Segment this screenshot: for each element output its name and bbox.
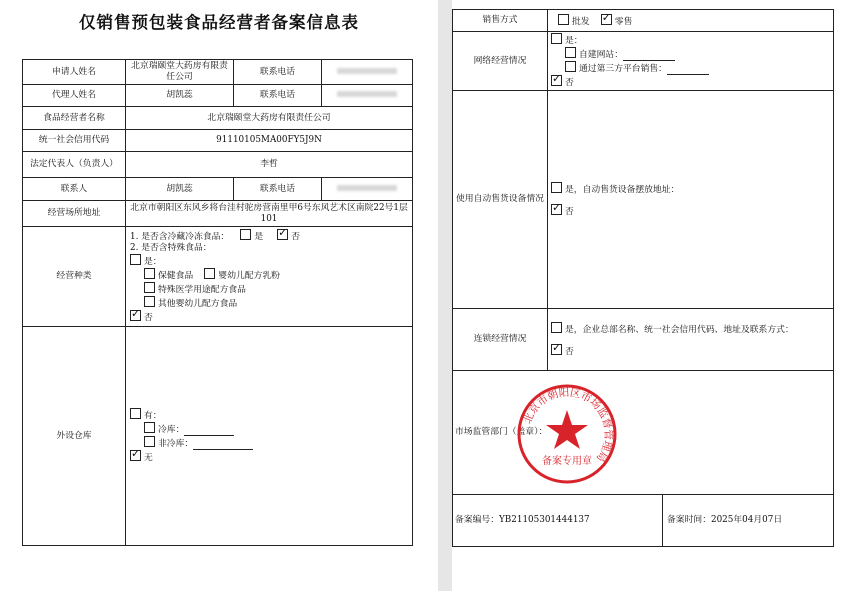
contact-value: 胡凯蕊	[126, 178, 234, 201]
agent-label: 代理人姓名	[23, 85, 126, 107]
vending-yes-checkbox[interactable]	[551, 182, 562, 193]
applicant-value: 北京瑞颐堂大药房有限责任公司	[126, 60, 234, 85]
address-label: 经营场所地址	[23, 201, 126, 227]
warehouse-no-checkbox[interactable]	[130, 450, 141, 461]
online-no-checkbox[interactable]	[551, 75, 562, 86]
online-yes-label: 是：	[565, 36, 583, 46]
vending-yes-label: 是，自动售货设备摆放地址：	[565, 184, 680, 195]
phone-redacted	[337, 68, 397, 74]
special-yes-label: 是：	[144, 257, 162, 267]
sales-row	[453, 10, 834, 32]
online-label: 网络经营情况	[453, 32, 548, 91]
medical-food-label: 特殊医学用途配方食品	[158, 285, 246, 295]
right-page	[452, 0, 851, 591]
record-row	[453, 495, 834, 547]
credit-row	[23, 130, 413, 152]
q1-no-checkbox[interactable]	[277, 229, 288, 240]
warehouse-options	[126, 327, 413, 546]
third-party-blank[interactable]	[667, 66, 709, 75]
warehouse-label: 外设仓库	[23, 327, 126, 546]
page-title: 仅销售预包装食品经营者备案信息表	[79, 13, 359, 32]
seal-ring-text: 北京市朝阳区市场监督管理局	[521, 386, 615, 464]
cold-storage-checkbox[interactable]	[144, 422, 155, 433]
page-divider	[438, 0, 452, 591]
warehouse-no-label: 无	[144, 453, 153, 463]
other-infant-checkbox[interactable]	[144, 296, 155, 307]
own-site-blank[interactable]	[623, 52, 675, 61]
chain-yes-label: 是，企业总部名称、统一社会信用代码、地址及联系方式：	[565, 324, 794, 335]
category-options	[126, 227, 413, 327]
seal-center-text: 备案专用章	[542, 456, 592, 467]
contact-row	[23, 178, 413, 201]
official-seal	[515, 382, 619, 486]
right-form-table	[452, 9, 834, 547]
vending-no-checkbox[interactable]	[551, 204, 562, 215]
q1-no-label: 否	[291, 232, 300, 242]
non-cold-storage-label: 非冷库：	[158, 439, 194, 449]
chain-options	[548, 309, 834, 371]
own-site-label: 自建网站：	[579, 50, 623, 60]
agent-row	[23, 85, 413, 107]
wholesale-label: 批发	[572, 16, 590, 27]
category-label: 经营种类	[23, 227, 126, 327]
left-form-table	[22, 59, 413, 546]
seal-star-icon	[546, 410, 588, 449]
agent-phone-redacted	[337, 91, 397, 97]
warehouse-yes-label: 有：	[144, 411, 162, 421]
operator-label: 食品经营者名称	[23, 107, 126, 130]
medical-food-checkbox[interactable]	[144, 282, 155, 293]
contact-label: 联系人	[23, 178, 126, 201]
online-no-label: 否	[565, 78, 574, 88]
online-yes-checkbox[interactable]	[551, 33, 562, 44]
vending-row	[453, 91, 834, 309]
q1-yes-checkbox[interactable]	[240, 229, 251, 240]
chain-no-label: 否	[565, 346, 574, 357]
health-food-checkbox[interactable]	[144, 268, 155, 279]
operator-row	[23, 107, 413, 130]
chain-label: 连锁经营情况	[453, 309, 548, 371]
q1-text: 1. 是否含冷藏冷冻食品：	[130, 232, 230, 242]
non-cold-storage-blank[interactable]	[193, 441, 253, 450]
special-no-label: 否	[144, 313, 153, 323]
cold-storage-blank[interactable]	[184, 427, 234, 436]
retail-checkbox[interactable]	[601, 14, 612, 25]
other-infant-label: 其他婴幼儿配方食品	[158, 299, 238, 309]
chain-no-checkbox[interactable]	[551, 344, 562, 355]
category-row	[23, 227, 413, 327]
vending-no-label: 否	[565, 206, 574, 217]
legal-label: 法定代表人（负责人）	[23, 152, 126, 178]
phone-label: 联系电话	[234, 60, 322, 85]
sales-label: 销售方式	[453, 10, 548, 32]
agent-phone-label: 联系电话	[234, 85, 322, 107]
contact-phone-label: 联系电话	[234, 178, 322, 201]
infant-formula-label: 婴幼儿配方乳粉	[218, 271, 280, 281]
sales-options	[548, 10, 834, 32]
record-time: 备案时间：2025年04月07日	[663, 495, 834, 547]
warehouse-row	[23, 327, 413, 546]
infant-formula-checkbox[interactable]	[204, 268, 215, 279]
warehouse-yes-checkbox[interactable]	[130, 408, 141, 419]
cold-food-question	[130, 229, 408, 243]
record-number: 备案编号：YB21105301444137	[453, 495, 663, 547]
address-value: 北京市朝阳区东风乡将台洼村驼房营南里甲6号东风艺术区南院22号1层101	[126, 201, 413, 227]
special-yes-checkbox[interactable]	[130, 254, 141, 265]
retail-label: 零售	[614, 16, 633, 27]
special-no-checkbox[interactable]	[130, 310, 141, 321]
q2-text: 2. 是否含特殊食品：	[130, 243, 212, 253]
online-options	[548, 32, 834, 91]
legal-row	[23, 152, 413, 178]
vending-label: 使用自动售货设备情况	[453, 91, 548, 309]
non-cold-storage-checkbox[interactable]	[144, 436, 155, 447]
authority-row	[453, 371, 834, 495]
agent-value: 胡凯蕊	[126, 85, 234, 107]
applicant-row	[23, 60, 413, 85]
third-party-label: 通过第三方平台销售：	[579, 64, 667, 74]
chain-row	[453, 309, 834, 371]
applicant-label: 申请人姓名	[23, 60, 126, 85]
q1-yes-label: 是	[254, 232, 264, 242]
wholesale-checkbox[interactable]	[558, 14, 569, 25]
credit-value: 91110105MA00FY5J9N	[126, 130, 413, 152]
legal-value: 李哲	[126, 152, 413, 178]
authority-cell	[453, 371, 834, 495]
credit-label: 统一社会信用代码	[23, 130, 126, 152]
chain-yes-checkbox[interactable]	[551, 322, 562, 333]
vending-options	[548, 91, 834, 309]
own-site-checkbox[interactable]	[565, 47, 576, 58]
health-food-label: 保健食品	[158, 271, 194, 281]
online-row	[453, 32, 834, 91]
operator-value: 北京瑞颐堂大药房有限责任公司	[126, 107, 413, 130]
cold-storage-label: 冷库：	[158, 425, 185, 435]
contact-phone-redacted	[337, 185, 397, 191]
address-row	[23, 201, 413, 227]
third-party-checkbox[interactable]	[565, 61, 576, 72]
authority-label: 市场监管部门（盖章）：	[455, 427, 548, 437]
